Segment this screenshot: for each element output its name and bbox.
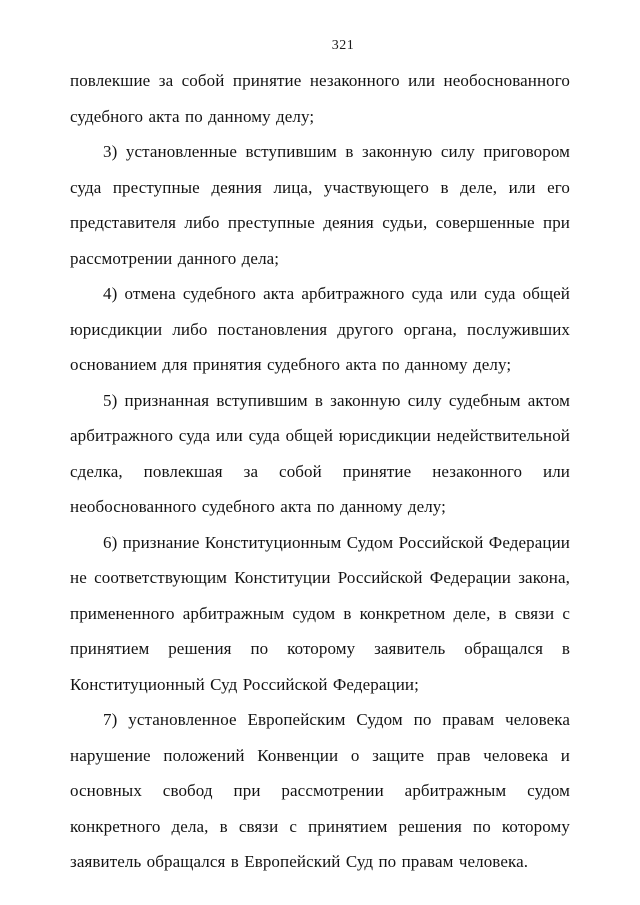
paragraph-item-4: 4) отмена судебного акта арбитражного суда или суда общей юрисдикции либо постановления другого органа, послуживших основанием для принятия судебного акта по данному делу; [70,284,570,374]
paragraph-item-6: 6) признание Конституционным Судом Российской Федерации не соответствующим Конституции Российской Федерации закона, примененного арбитражным судом в конкретном деле, в связи с принятием решения по которому заявитель обращался в Конституционный Суд Российской Федерации; [70,532,570,694]
paragraph-item-3: 3) установленные вступившим в законную силу приговором суда преступные деяния лица, участвующего в деле, или его представителя либо преступные деяния судьи, совершенные при рассмотрении данного дела; [70,142,570,268]
paragraph-item-7: 7) установленное Европейским Судом по правам человека нарушение положений Конвенции о защите прав человека и основных свобод при рассмотрении арбитражным судом конкретного дела, в связи с принятием решения по которому заявитель обращался в Европейский Суд по правам человека. [70,710,570,871]
paragraph-item-5: 5) признанная вступившим в законную силу судебным актом арбитражного суда или суда общей юрисдикции недействительной сделка, повлекшая за собой принятие незаконного или необоснованного судебного акта по данному делу; [70,390,570,516]
paragraph-continuation: повлекшие за собой принятие незаконного или необоснованного судебного акта по данному делу; [70,71,570,126]
body-text [70,63,570,880]
page-number: 321 [331,38,355,53]
